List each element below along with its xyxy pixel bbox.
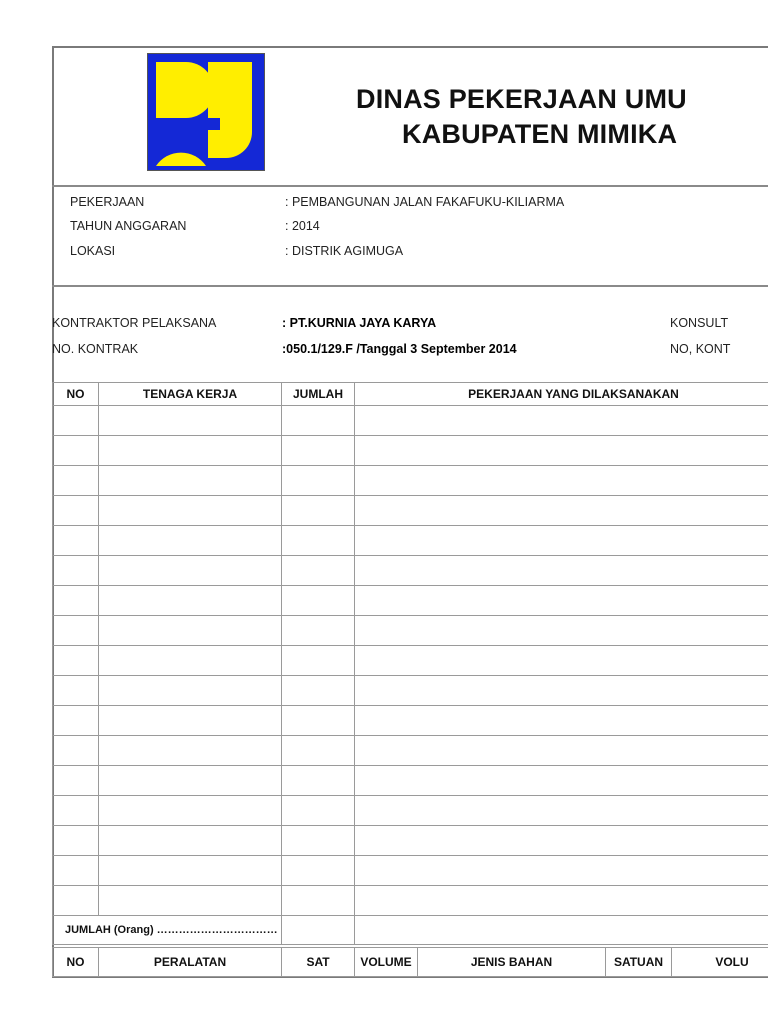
no-cell[interactable] <box>53 526 99 556</box>
tenaga-kerja-cell[interactable] <box>99 826 282 856</box>
table-row <box>53 676 768 706</box>
eq-col-volu-header: VOLU <box>672 948 768 977</box>
jumlah-cell[interactable] <box>282 676 355 706</box>
labor-table-header <box>53 383 768 406</box>
eq-col-jenis-bahan-header: JENIS BAHAN <box>418 948 606 977</box>
labor-total-row <box>53 916 768 945</box>
pekerjaan-cell[interactable] <box>355 466 768 496</box>
table-row <box>53 496 768 526</box>
table-row <box>53 826 768 856</box>
pekerjaan-cell[interactable] <box>355 496 768 526</box>
eq-col-no-header: NO <box>53 948 99 977</box>
tenaga-kerja-cell[interactable] <box>99 766 282 796</box>
kontraktor-value: : PT.KURNIA JAYA KARYA <box>282 316 437 330</box>
tenaga-kerja-cell[interactable] <box>99 526 282 556</box>
pekerjaan-cell[interactable] <box>355 706 768 736</box>
daily-report-document <box>52 46 768 978</box>
pekerjaan-cell[interactable] <box>355 856 768 886</box>
no-cell[interactable] <box>53 796 99 826</box>
total-label: JUMLAH (Orang) …………………………… <box>53 916 282 945</box>
jumlah-cell[interactable] <box>282 646 355 676</box>
eq-col-satuan-header: SATUAN <box>606 948 672 977</box>
no-kontrak-consultant-label: NO, KONT <box>670 342 731 356</box>
no-cell[interactable] <box>53 766 99 796</box>
pekerjaan-cell[interactable] <box>355 526 768 556</box>
total-jumlah-cell[interactable] <box>282 916 355 945</box>
jumlah-cell[interactable] <box>282 556 355 586</box>
tenaga-kerja-cell[interactable] <box>99 796 282 826</box>
pekerjaan-cell[interactable] <box>355 646 768 676</box>
kontrak-label: NO. KONTRAK <box>52 342 139 356</box>
no-cell[interactable] <box>53 616 99 646</box>
tenaga-kerja-cell[interactable] <box>99 736 282 766</box>
jumlah-cell[interactable] <box>282 766 355 796</box>
jumlah-cell[interactable] <box>282 706 355 736</box>
col-tenaga-kerja-header: TENAGA KERJA <box>99 383 282 406</box>
no-cell[interactable] <box>53 676 99 706</box>
tahun-label: TAHUN ANGGARAN <box>70 219 187 233</box>
kontrak-value: :050.1/129.F /Tanggal 3 September 2014 <box>282 342 517 356</box>
lokasi-label: LOKASI <box>70 244 116 258</box>
pekerjaan-cell[interactable] <box>355 556 768 586</box>
table-row <box>53 856 768 886</box>
table-row <box>53 466 768 496</box>
pu-logo <box>147 53 265 171</box>
jumlah-cell[interactable] <box>282 886 355 916</box>
eq-col-sat-header: SAT <box>282 948 355 977</box>
tenaga-kerja-cell[interactable] <box>99 556 282 586</box>
no-cell[interactable] <box>53 706 99 736</box>
equipment-table-header <box>53 948 768 977</box>
table-row <box>53 556 768 586</box>
col-no-header: NO <box>53 383 99 406</box>
eq-col-volume-header: VOLUME <box>355 948 418 977</box>
table-row <box>53 586 768 616</box>
no-cell[interactable] <box>53 646 99 676</box>
no-cell[interactable] <box>53 406 99 436</box>
no-cell[interactable] <box>53 586 99 616</box>
no-cell[interactable] <box>53 826 99 856</box>
no-cell[interactable] <box>53 886 99 916</box>
pekerjaan-cell[interactable] <box>355 796 768 826</box>
pekerjaan-label: PEKERJAAN <box>70 195 145 209</box>
no-cell[interactable] <box>53 736 99 766</box>
jumlah-cell[interactable] <box>282 586 355 616</box>
no-cell[interactable] <box>53 856 99 886</box>
table-row <box>53 646 768 676</box>
tenaga-kerja-cell[interactable] <box>99 406 282 436</box>
table-row <box>53 526 768 556</box>
tenaga-kerja-cell[interactable] <box>99 616 282 646</box>
total-pekerjaan-cell <box>355 916 768 945</box>
tenaga-kerja-cell[interactable] <box>99 586 282 616</box>
jumlah-cell[interactable] <box>282 466 355 496</box>
col-jumlah-header: JUMLAH <box>282 383 355 406</box>
labor-table <box>52 382 768 945</box>
tenaga-kerja-cell[interactable] <box>99 436 282 466</box>
kontraktor-label: KONTRAKTOR PELAKSANA <box>52 316 217 330</box>
table-row <box>53 796 768 826</box>
divider <box>52 185 768 187</box>
no-cell[interactable] <box>53 436 99 466</box>
pekerjaan-cell[interactable] <box>355 766 768 796</box>
lokasi-value: : DISTRIK AGIMUGA <box>285 244 404 258</box>
agency-title: DINAS PEKERJAAN UMU <box>356 84 687 114</box>
pekerjaan-cell[interactable] <box>355 736 768 766</box>
table-row <box>53 436 768 466</box>
pekerjaan-cell[interactable] <box>355 436 768 466</box>
jumlah-cell[interactable] <box>282 796 355 826</box>
jumlah-cell[interactable] <box>282 496 355 526</box>
no-cell[interactable] <box>53 496 99 526</box>
jumlah-cell[interactable] <box>282 856 355 886</box>
divider <box>52 285 768 287</box>
table-row <box>53 886 768 916</box>
jumlah-cell[interactable] <box>282 526 355 556</box>
table-row <box>53 736 768 766</box>
labor-table-body <box>53 406 768 916</box>
pekerjaan-umum-logo-icon <box>148 54 265 171</box>
jumlah-cell[interactable] <box>282 616 355 646</box>
tenaga-kerja-cell[interactable] <box>99 886 282 916</box>
tenaga-kerja-cell[interactable] <box>99 676 282 706</box>
no-cell[interactable] <box>53 466 99 496</box>
konsultan-label: KONSULT <box>670 316 729 330</box>
tenaga-kerja-cell[interactable] <box>99 466 282 496</box>
tenaga-kerja-cell[interactable] <box>99 856 282 886</box>
jumlah-cell[interactable] <box>282 736 355 766</box>
table-row <box>53 406 768 436</box>
pekerjaan-value: : PEMBANGUNAN JALAN FAKAFUKU-KILIARMA <box>285 195 565 209</box>
pekerjaan-cell[interactable] <box>355 886 768 916</box>
pekerjaan-cell[interactable] <box>355 586 768 616</box>
table-row <box>53 766 768 796</box>
pekerjaan-cell[interactable] <box>355 616 768 646</box>
tenaga-kerja-cell[interactable] <box>99 706 282 736</box>
col-pekerjaan-header: PEKERJAAN YANG DILAKSANAKAN <box>355 383 768 406</box>
tahun-value: : 2014 <box>285 219 320 233</box>
eq-col-peralatan-header: PERALATAN <box>99 948 282 977</box>
no-cell[interactable] <box>53 556 99 586</box>
equipment-table <box>52 947 768 977</box>
regency-title: KABUPATEN MIMIKA <box>402 119 678 149</box>
jumlah-cell[interactable] <box>282 826 355 856</box>
jumlah-cell[interactable] <box>282 436 355 466</box>
tenaga-kerja-cell[interactable] <box>99 646 282 676</box>
pekerjaan-cell[interactable] <box>355 676 768 706</box>
tenaga-kerja-cell[interactable] <box>99 496 282 526</box>
jumlah-cell[interactable] <box>282 406 355 436</box>
table-row <box>53 616 768 646</box>
table-row <box>53 706 768 736</box>
pekerjaan-cell[interactable] <box>355 406 768 436</box>
pekerjaan-cell[interactable] <box>355 826 768 856</box>
